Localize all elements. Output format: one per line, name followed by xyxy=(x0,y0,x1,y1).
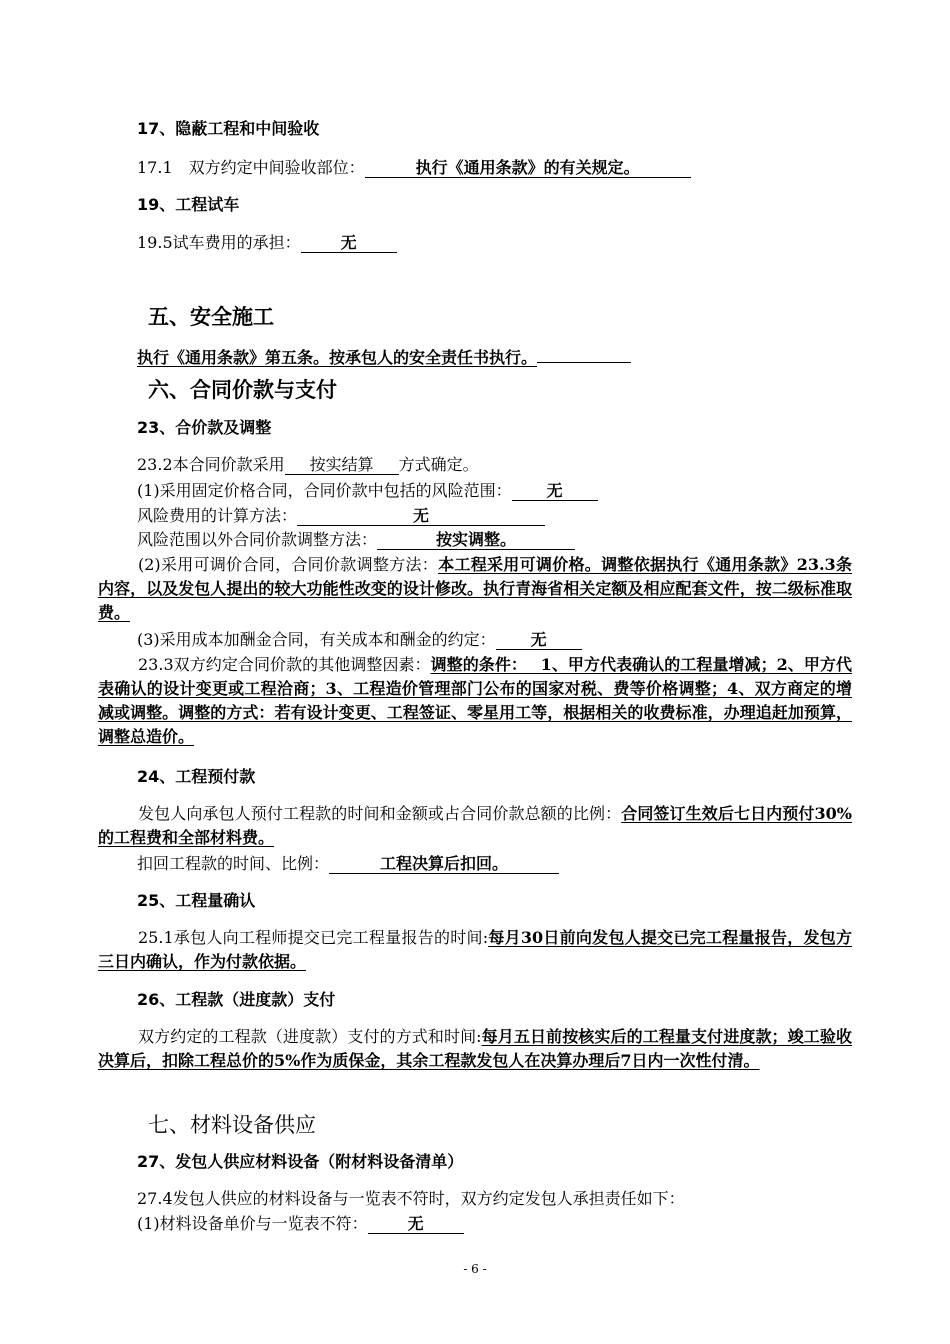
unit-price-value: 无 xyxy=(368,1216,464,1234)
section-24-heading: 24、工程预付款 xyxy=(137,767,256,786)
chapter-7-heading: 七、材料设备供应 xyxy=(148,1113,316,1137)
progress-payment-paragraph xyxy=(98,1025,852,1073)
chapter-6-heading: 六、合同价款与支付 xyxy=(148,378,337,402)
deduction-value: 工程决算后扣回。 xyxy=(329,856,559,874)
quantity-confirm-paragraph xyxy=(98,926,852,974)
section-17-heading: 17、隐蔽工程和中间验收 xyxy=(137,119,320,138)
prepayment-paragraph xyxy=(98,802,852,850)
cost-plus-prefix: (3)采用成本加酬金合同，有关成本和酬金的约定： xyxy=(137,630,496,649)
deduction-prefix: 扣回工程款的时间、比例： xyxy=(137,854,330,873)
quantity-confirm-prefix: 25.1承包人向工程师提交已完工程量报告的时间: xyxy=(138,928,489,947)
risk-fee-value: 无 xyxy=(297,508,545,526)
section-17-1-prefix: 17.1 双方约定中间验收部位： xyxy=(137,158,365,177)
page-number: - 6 - xyxy=(463,1262,487,1276)
unit-price-prefix: (1)材料设备单价与一览表不符： xyxy=(137,1214,368,1233)
section-23-2-line xyxy=(137,457,479,475)
fixed-price-line xyxy=(137,483,598,501)
adjustable-price-prefix: (2)采用可调价合同，合同价款调整方法： xyxy=(138,555,439,574)
fixed-price-value: 无 xyxy=(512,483,598,501)
progress-payment-value: 每月五日前按核实后的工程量支付进度款；竣工验收决算后，扣除工程总价的5%作为质保金，其余工程款发包人在决算办理后7日内一次性付清。 xyxy=(98,1027,852,1070)
risk-adjust-prefix: 风险范围以外合同价款调整方法： xyxy=(137,530,378,549)
adjustable-price-paragraph xyxy=(98,553,852,625)
section-23-2-prefix: 23.2本合同价款采用 xyxy=(137,455,285,474)
risk-fee-prefix: 风险费用的计算方法： xyxy=(137,506,298,525)
cost-plus-value: 无 xyxy=(496,632,582,650)
section-23-heading: 23、合价款及调整 xyxy=(137,418,272,437)
cost-plus-line xyxy=(137,632,582,650)
unit-price-line xyxy=(137,1216,464,1234)
section-19-5-line xyxy=(137,235,397,253)
risk-adjust-value: 按实调整。 xyxy=(377,532,575,550)
other-adjust-prefix: 23.3双方约定合同价款的其他调整因素： xyxy=(138,655,431,674)
chapter-5-text: 执行《通用条款》第五条。按承包人的安全责任书执行。 xyxy=(137,345,631,366)
chapter-5-heading: 五、安全施工 xyxy=(148,305,274,329)
other-adjust-paragraph xyxy=(98,653,852,749)
risk-adjust-line xyxy=(137,532,575,550)
quantity-confirm-value: 每月30日前向发包人提交已完工程量报告，发包方三日内确认，作为付款依据。 xyxy=(98,928,852,971)
section-25-heading: 25、工程量确认 xyxy=(137,891,256,910)
section-26-heading: 26、工程款（进度款）支付 xyxy=(137,990,336,1009)
section-19-5-prefix: 19.5试车费用的承担： xyxy=(137,233,301,252)
section-19-heading: 19、工程试车 xyxy=(137,195,240,214)
fixed-price-prefix: (1)采用固定价格合同，合同价款中包括的风险范围： xyxy=(137,481,512,500)
section-27-heading: 27、发包人供应材料设备（附材料设备清单） xyxy=(137,1152,464,1171)
deduction-line xyxy=(137,856,559,874)
other-adjust-value: 调整的条件： 1、甲方代表确认的工程量增减；2、甲方代表确认的设计变更或工程洽商；3、工程造价管理部门公布的国家对税、费等价格调整；4、双方商定的增减或调整。调整的方式：若有设计变更、工程签证、零星用工等，根据相关的收费标准，办理追赶加预算，调整总造价。 xyxy=(98,655,852,746)
section-23-2-suffix: 方式确定。 xyxy=(398,455,479,474)
risk-fee-line xyxy=(137,508,545,526)
progress-payment-prefix: 双方约定的工程款（进度款）支付的方式和时间: xyxy=(138,1027,482,1046)
section-19-5-value: 无 xyxy=(301,235,397,253)
section-27-4-line: 27.4发包人供应的材料设备与一览表不符时，双方约定发包人承担责任如下： xyxy=(137,1189,685,1208)
prepayment-prefix: 发包人向承包人预付工程款的时间和金额或占合同价款总额的比例： xyxy=(138,804,622,823)
section-17-1-line xyxy=(137,160,691,178)
section-23-2-value: 按实结算 xyxy=(285,457,399,475)
adjustable-price-value: 本工程采用可调价格。调整依据执行《通用条款》23.3条内容，以及发包人提出的较大功能性改变的设计修改。执行青海省相关定额及相应配套文件，按二级标准取费。 xyxy=(98,555,852,622)
section-17-1-value: 执行《通用条款》的有关规定。 xyxy=(365,160,691,178)
prepayment-value: 合同签订生效后七日内预付30%的工程费和全部材料费。 xyxy=(98,804,852,847)
